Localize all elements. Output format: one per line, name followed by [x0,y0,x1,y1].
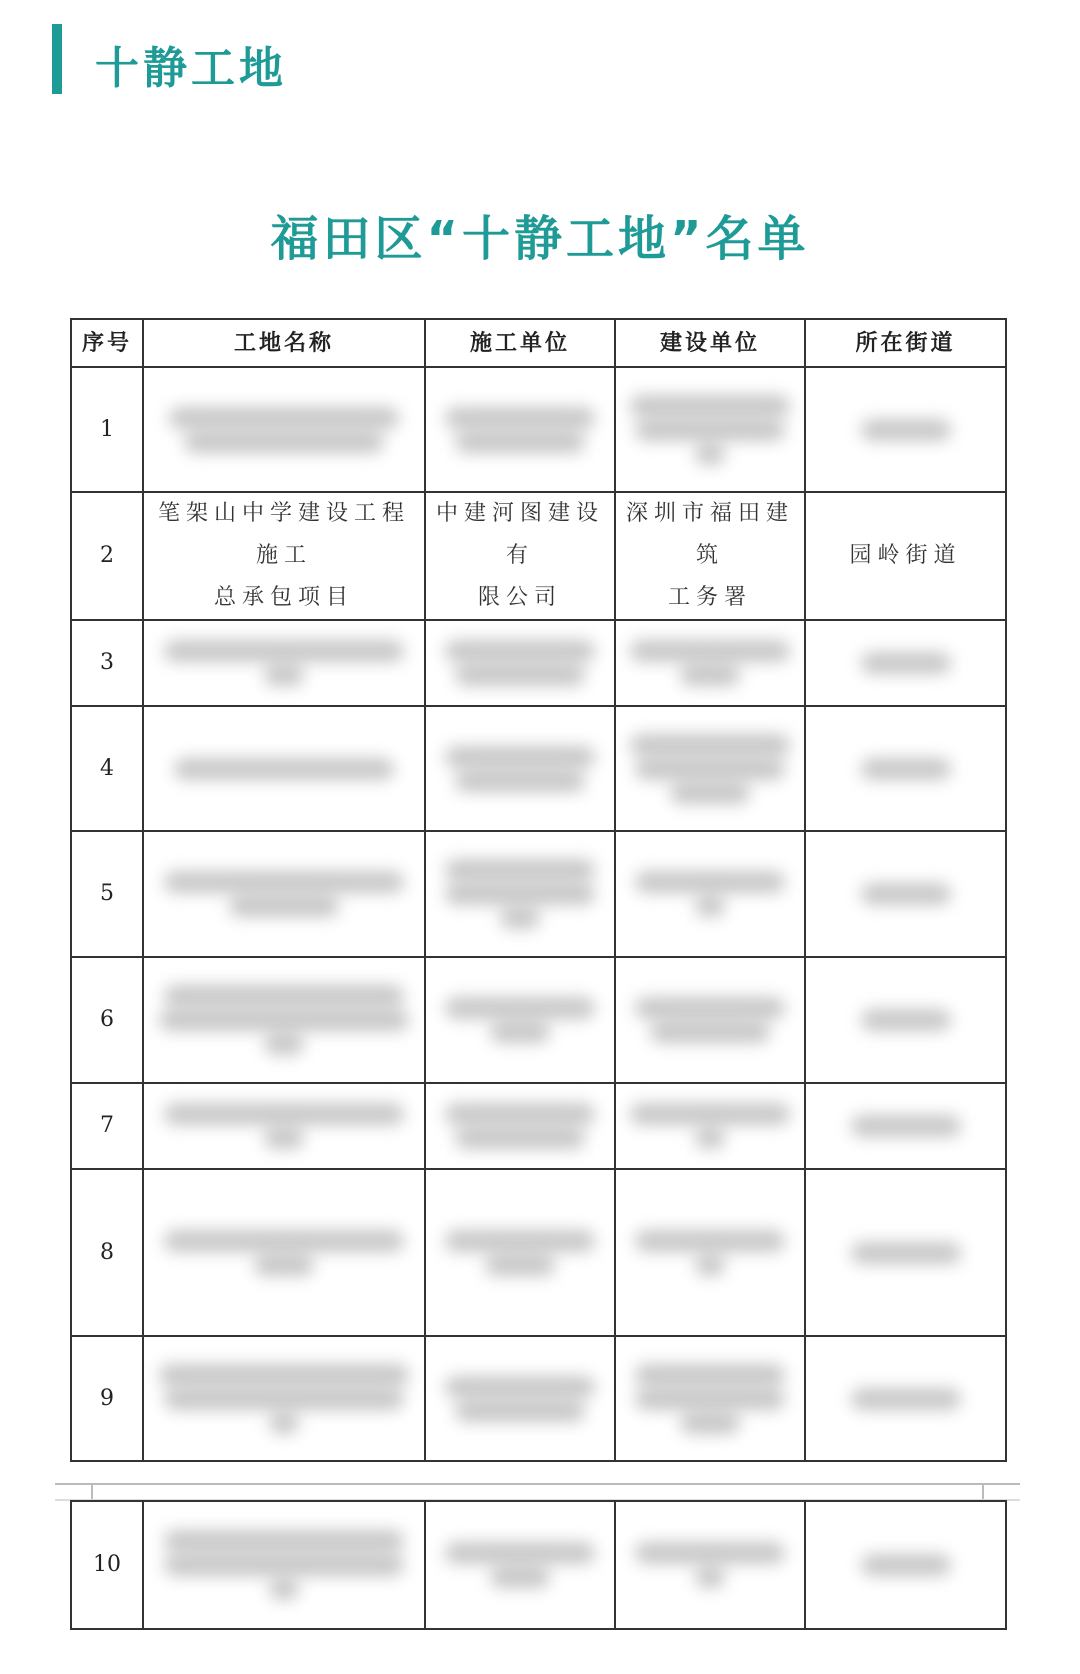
site-name-line: 笔架山中学建设工程施工 [157,501,410,568]
developer-line: 工务署 [667,585,752,610]
column-header-no: 序号 [71,319,143,367]
redacted-cell [425,620,615,706]
table-header-row [71,319,1006,367]
redacted-cell [805,1501,1006,1629]
redacted-cell [615,620,805,706]
table-row [71,1169,1006,1336]
redacted-cell [425,1501,615,1629]
redacted-cell [615,367,805,492]
redacted-cell [425,367,615,492]
redacted-cell [615,1336,805,1461]
column-header-developer: 建设单位 [615,319,805,367]
redacted-cell [805,620,1006,706]
table-row [71,1083,1006,1169]
redacted-cell [805,1336,1006,1461]
redacted-cell [425,1083,615,1169]
street-cell: 园岭街道 [805,492,1006,620]
row-number: 9 [71,1336,143,1461]
row-number: 3 [71,620,143,706]
site-name-cell [143,492,425,620]
page-break-tick [91,1485,93,1499]
page-break [55,1483,1020,1501]
redacted-cell [143,1501,425,1629]
redacted-cell [143,620,425,706]
document-title: 福田区“十静工地”名单 [270,211,810,267]
redacted-cell [615,831,805,957]
redacted-cell [425,1169,615,1336]
developer-cell [615,492,805,620]
contractor-line: 中建河图建设有 [436,501,605,568]
developer-line: 深圳市福田建筑 [626,501,795,568]
redacted-cell [143,1083,425,1169]
table-row [71,492,1006,620]
site-name-line: 总承包项目 [213,585,354,610]
table-row [71,1501,1006,1629]
row-number: 10 [71,1501,143,1629]
row-number: 5 [71,831,143,957]
redacted-cell [425,957,615,1083]
table-row [71,620,1006,706]
redacted-cell [805,367,1006,492]
redacted-cell [805,957,1006,1083]
redacted-cell [805,831,1006,957]
redacted-cell [143,831,425,957]
redacted-cell [425,1336,615,1461]
redacted-cell [615,1169,805,1336]
row-number: 1 [71,367,143,492]
redacted-cell [615,706,805,831]
redacted-cell [143,706,425,831]
contractor-cell [425,492,615,620]
redacted-cell [143,367,425,492]
row-number: 2 [71,492,143,620]
table-row [71,831,1006,957]
redacted-cell [615,1083,805,1169]
redacted-cell [615,957,805,1083]
page-break-tick [982,1485,984,1499]
redacted-cell [615,1501,805,1629]
redacted-cell [805,1083,1006,1169]
table-row [71,957,1006,1083]
redacted-cell [143,1336,425,1461]
site-list-table [70,318,1007,1462]
column-header-contractor: 施工单位 [425,319,615,367]
redacted-cell [425,831,615,957]
redacted-cell [143,1169,425,1336]
contractor-line: 限公司 [477,585,562,610]
column-header-site-name: 工地名称 [143,319,425,367]
redacted-cell [425,706,615,831]
row-number: 4 [71,706,143,831]
site-list-table-continued [70,1500,1007,1630]
redacted-cell [805,1169,1006,1336]
section-header [0,0,1080,110]
redacted-cell [143,957,425,1083]
column-header-street: 所在街道 [805,319,1006,367]
table-row [71,367,1006,492]
redacted-cell [805,706,1006,831]
row-number: 8 [71,1169,143,1336]
table-row [71,706,1006,831]
header-accent-bar [52,24,62,94]
row-number: 7 [71,1083,143,1169]
section-title: 十静工地 [95,43,287,94]
table-row [71,1336,1006,1461]
row-number: 6 [71,957,143,1083]
